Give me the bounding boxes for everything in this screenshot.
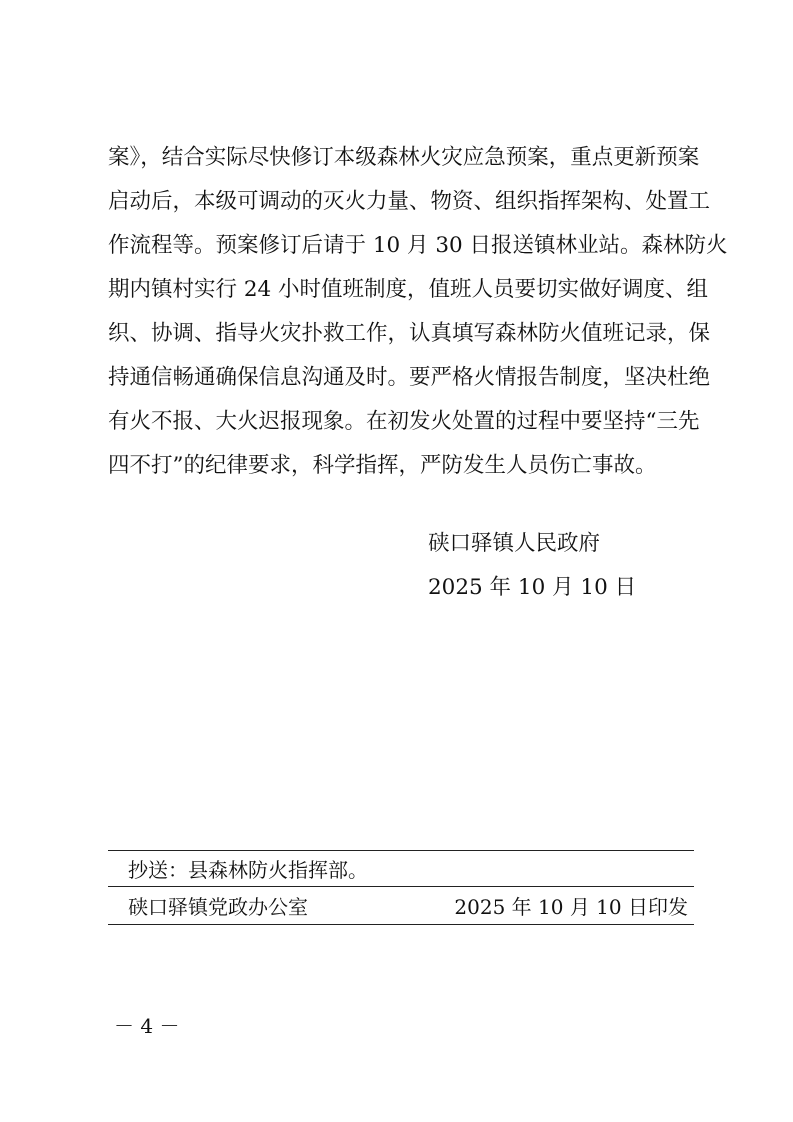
signature-org: 硖口驿镇人民政府 — [428, 531, 601, 556]
issuer-line — [128, 893, 688, 921]
body-line-8: 四不打”的纪律要求，科学指挥，严防发生人员伤亡事故。 — [108, 453, 657, 478]
cc-line: 抄送：县森林防火指挥部。 — [128, 858, 368, 882]
footer-top-rule — [108, 850, 694, 851]
issuer-office: 硖口驿镇党政办公室 — [128, 895, 308, 919]
body-line-5: 织、协调、指导火灾扑救工作，认真填写森林防火值班记录，保 — [108, 321, 711, 346]
body-line-6: 持通信畅通确保信息沟通及时。要严格火情报告制度，坚决杜绝 — [108, 365, 711, 390]
signature-block — [428, 522, 636, 610]
document-body — [108, 136, 728, 488]
issue-date: 2025 年 10 月 10 日印发 — [454, 895, 688, 919]
body-line-4: 期内镇村实行 24 小时值班制度，值班人员要切实做好调度、组 — [108, 277, 709, 302]
page-number: － 4 － — [114, 1014, 180, 1038]
body-line-2: 启动后，本级可调动的灭火力量、物资、组织指挥架构、处置工 — [108, 189, 711, 214]
footer-bottom-rule — [108, 924, 694, 925]
body-line-3: 作流程等。预案修订后请于 10 月 30 日报送镇林业站。森林防火 — [108, 233, 728, 258]
body-line-1: 案》，结合实际尽快修订本级森林火灾应急预案，重点更新预案 — [108, 145, 700, 170]
body-line-7: 有火不报、大火迟报现象。在初发火处置的过程中要坚持“三先 — [108, 409, 700, 434]
footer-middle-rule — [108, 886, 694, 887]
signature-date: 2025 年 10 月 10 日 — [428, 575, 637, 600]
